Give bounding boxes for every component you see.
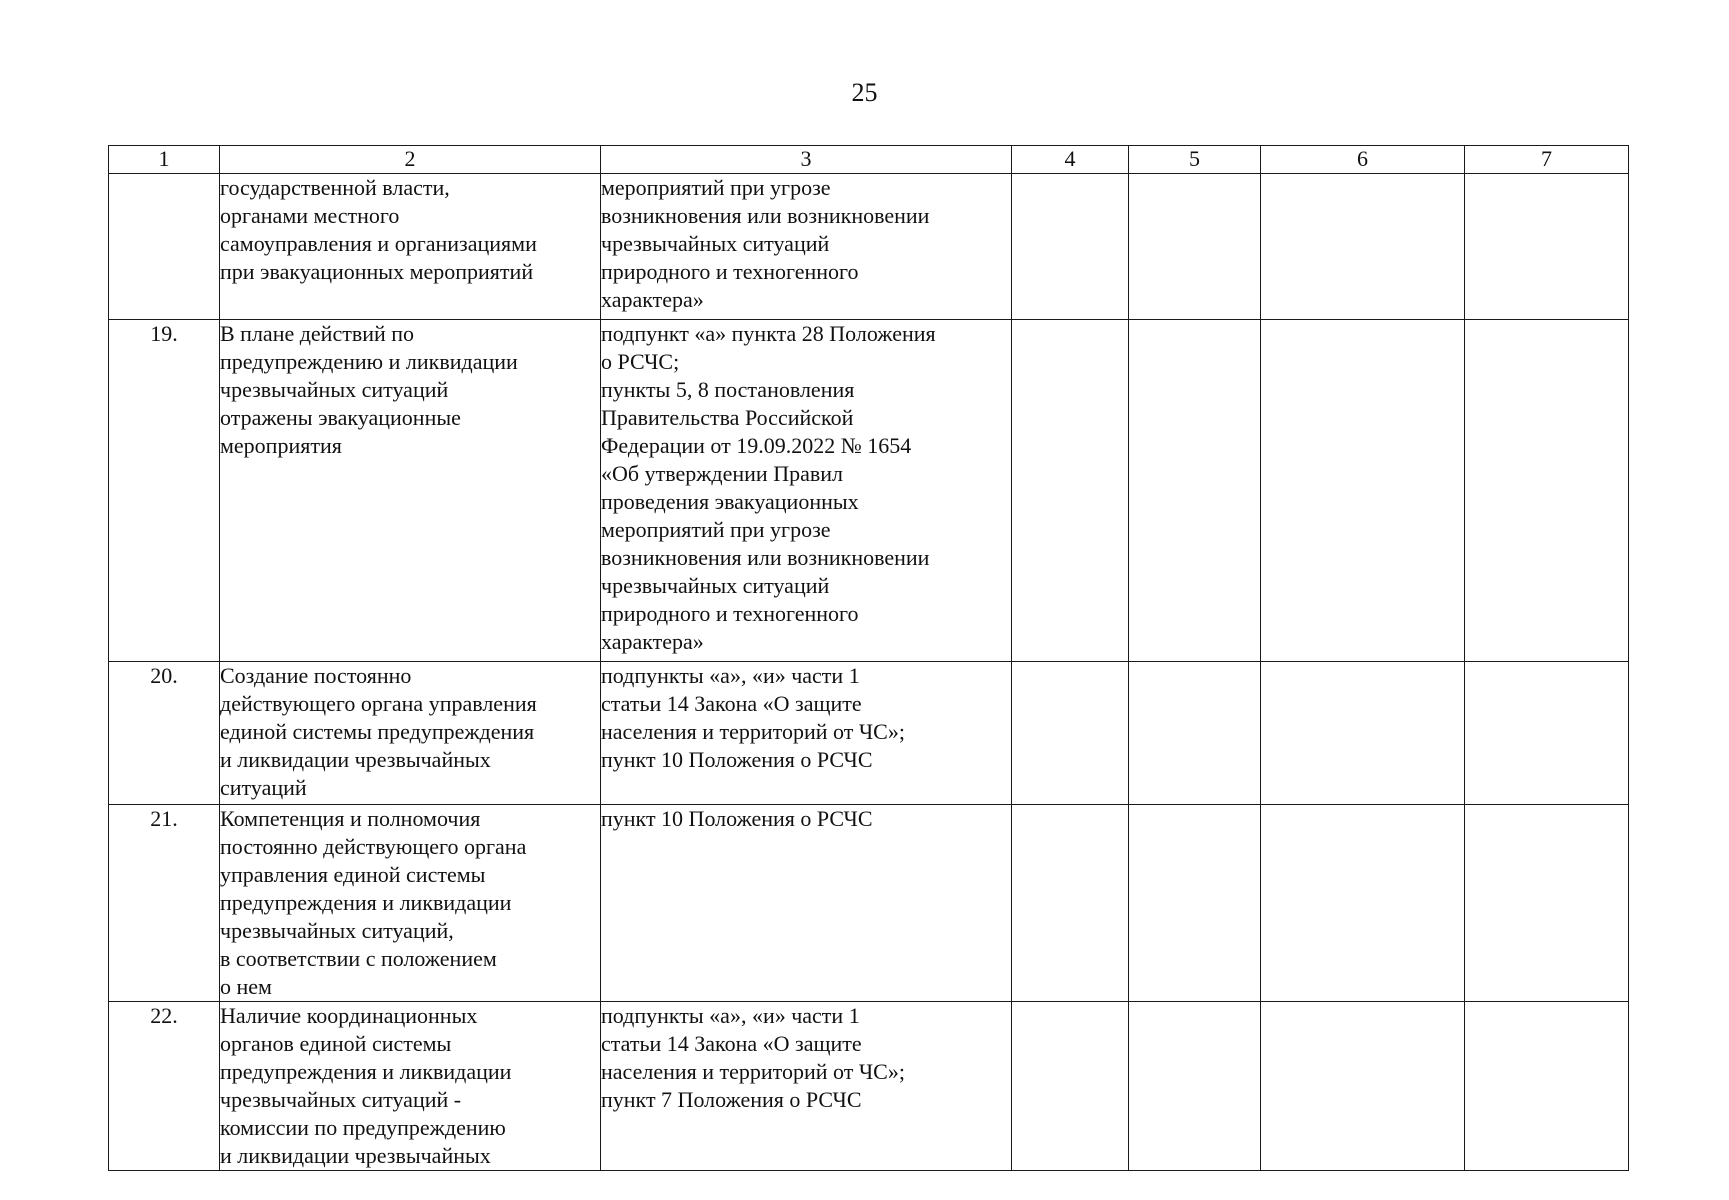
column-header-2: 2 bbox=[220, 146, 601, 174]
text-line: Федерации от 19.09.2022 № 1654 bbox=[601, 433, 912, 458]
cell-col5 bbox=[1129, 174, 1261, 320]
cell-col5 bbox=[1129, 1002, 1261, 1171]
cell-col5 bbox=[1129, 805, 1261, 1002]
text-line: «Об утверждении Правил bbox=[601, 461, 843, 486]
text-line: характера» bbox=[601, 629, 704, 654]
text-line: В плане действий по bbox=[220, 321, 415, 346]
text-line: отражены эвакуационные bbox=[220, 405, 461, 430]
table-row bbox=[109, 320, 1629, 662]
text-line: мероприятий при угрозе bbox=[601, 517, 831, 542]
cell-col6 bbox=[1261, 662, 1465, 805]
text-line: пункт 10 Положения о РСЧС bbox=[601, 806, 873, 831]
text-line: чрезвычайных ситуаций bbox=[220, 377, 449, 402]
text-line: при эвакуационных мероприятий bbox=[220, 259, 534, 284]
table-row bbox=[109, 1002, 1629, 1171]
cell-col7 bbox=[1465, 174, 1629, 320]
text-line: о РСЧС; bbox=[601, 349, 680, 374]
text-line: и ликвидации чрезвычайных bbox=[220, 747, 491, 772]
text-line: Создание постоянно bbox=[220, 663, 412, 688]
checklist-table bbox=[108, 145, 1629, 1171]
cell-col4 bbox=[1012, 662, 1129, 805]
text-line: чрезвычайных ситуаций bbox=[601, 573, 830, 598]
table-row bbox=[109, 662, 1629, 805]
cell-col4 bbox=[1012, 805, 1129, 1002]
cell-col7 bbox=[1465, 805, 1629, 1002]
text-line: чрезвычайных ситуаций - bbox=[220, 1087, 462, 1112]
row-number: 19. bbox=[109, 320, 220, 662]
column-header-3: 3 bbox=[601, 146, 1012, 174]
text-line: чрезвычайных ситуаций, bbox=[220, 918, 454, 943]
cell-col6 bbox=[1261, 320, 1465, 662]
page-number: 25 bbox=[851, 78, 878, 107]
cell-col4 bbox=[1012, 174, 1129, 320]
header-row bbox=[109, 146, 1629, 174]
text-line: чрезвычайных ситуаций bbox=[601, 231, 830, 256]
table-row bbox=[109, 805, 1629, 1002]
requirement-cell bbox=[220, 174, 601, 320]
cell-col5 bbox=[1129, 320, 1261, 662]
column-header-5: 5 bbox=[1129, 146, 1261, 174]
text-line: характера» bbox=[601, 287, 704, 312]
text-line: предупреждения и ликвидации bbox=[220, 890, 512, 915]
cell-col4 bbox=[1012, 320, 1129, 662]
text-line: подпункты «а», «и» части 1 bbox=[601, 1003, 860, 1028]
requirement-cell bbox=[220, 662, 601, 805]
row-number: 22. bbox=[109, 1002, 220, 1171]
legal-basis-cell bbox=[601, 320, 1012, 662]
text-line: и ликвидации чрезвычайных bbox=[220, 1143, 491, 1168]
column-header-4: 4 bbox=[1012, 146, 1129, 174]
text-line: природного и техногенного bbox=[601, 601, 859, 626]
text-line: действующего органа управления bbox=[220, 691, 537, 716]
text-line: статьи 14 Закона «О защите bbox=[601, 1031, 862, 1056]
text-line: органами местного bbox=[220, 203, 400, 228]
text-line: населения и территорий от ЧС»; bbox=[601, 1059, 905, 1084]
row-number: 20. bbox=[109, 662, 220, 805]
text-line: пункт 10 Положения о РСЧС bbox=[601, 747, 873, 772]
text-line: подпункты «а», «и» части 1 bbox=[601, 663, 860, 688]
text-line: подпункт «а» пункта 28 Положения bbox=[601, 321, 936, 346]
legal-basis-cell bbox=[601, 1002, 1012, 1171]
cell-col7 bbox=[1465, 662, 1629, 805]
text-line: предупреждения и ликвидации bbox=[220, 1059, 512, 1084]
text-line: статьи 14 Закона «О защите bbox=[601, 691, 862, 716]
cell-col7 bbox=[1465, 320, 1629, 662]
requirement-cell bbox=[220, 1002, 601, 1171]
cell-col5 bbox=[1129, 662, 1261, 805]
cell-col6 bbox=[1261, 1002, 1465, 1171]
text-line: пункты 5, 8 постановления bbox=[601, 377, 855, 402]
legal-basis-cell bbox=[601, 805, 1012, 1002]
text-line: единой системы предупреждения bbox=[220, 719, 535, 744]
text-line: мероприятий при угрозе bbox=[601, 175, 831, 200]
text-line: возникновения или возникновении bbox=[601, 545, 930, 570]
text-line: комиссии по предупреждению bbox=[220, 1115, 506, 1140]
text-line: государственной власти, bbox=[220, 175, 450, 200]
cell-col4 bbox=[1012, 1002, 1129, 1171]
text-line: мероприятия bbox=[220, 433, 342, 458]
cell-col7 bbox=[1465, 1002, 1629, 1171]
text-line: возникновения или возникновении bbox=[601, 203, 930, 228]
text-line: пункт 7 Положения о РСЧС bbox=[601, 1087, 862, 1112]
text-line: природного и техногенного bbox=[601, 259, 859, 284]
text-line: о нем bbox=[220, 974, 272, 999]
text-line: в соответствии с положением bbox=[220, 946, 497, 971]
text-line: управления единой системы bbox=[220, 862, 486, 887]
column-header-7: 7 bbox=[1465, 146, 1629, 174]
table-row bbox=[109, 174, 1629, 320]
text-line: Наличие координационных bbox=[220, 1003, 478, 1028]
legal-basis-cell bbox=[601, 662, 1012, 805]
requirement-cell bbox=[220, 805, 601, 1002]
text-line: Правительства Российской bbox=[601, 405, 854, 430]
text-line: населения и территорий от ЧС»; bbox=[601, 719, 905, 744]
text-line: Компетенция и полномочия bbox=[220, 806, 481, 831]
text-line: предупреждению и ликвидации bbox=[220, 349, 518, 374]
text-line: постоянно действующего органа bbox=[220, 834, 527, 859]
cell-col6 bbox=[1261, 174, 1465, 320]
requirement-cell bbox=[220, 320, 601, 662]
text-line: ситуаций bbox=[220, 775, 307, 800]
legal-basis-cell bbox=[601, 174, 1012, 320]
row-number: 21. bbox=[109, 805, 220, 1002]
text-line: проведения эвакуационных bbox=[601, 489, 859, 514]
column-header-6: 6 bbox=[1261, 146, 1465, 174]
column-header-1: 1 bbox=[109, 146, 220, 174]
text-line: самоуправления и организациями bbox=[220, 231, 537, 256]
text-line: органов единой системы bbox=[220, 1031, 452, 1056]
cell-col6 bbox=[1261, 805, 1465, 1002]
row-number bbox=[109, 174, 220, 320]
